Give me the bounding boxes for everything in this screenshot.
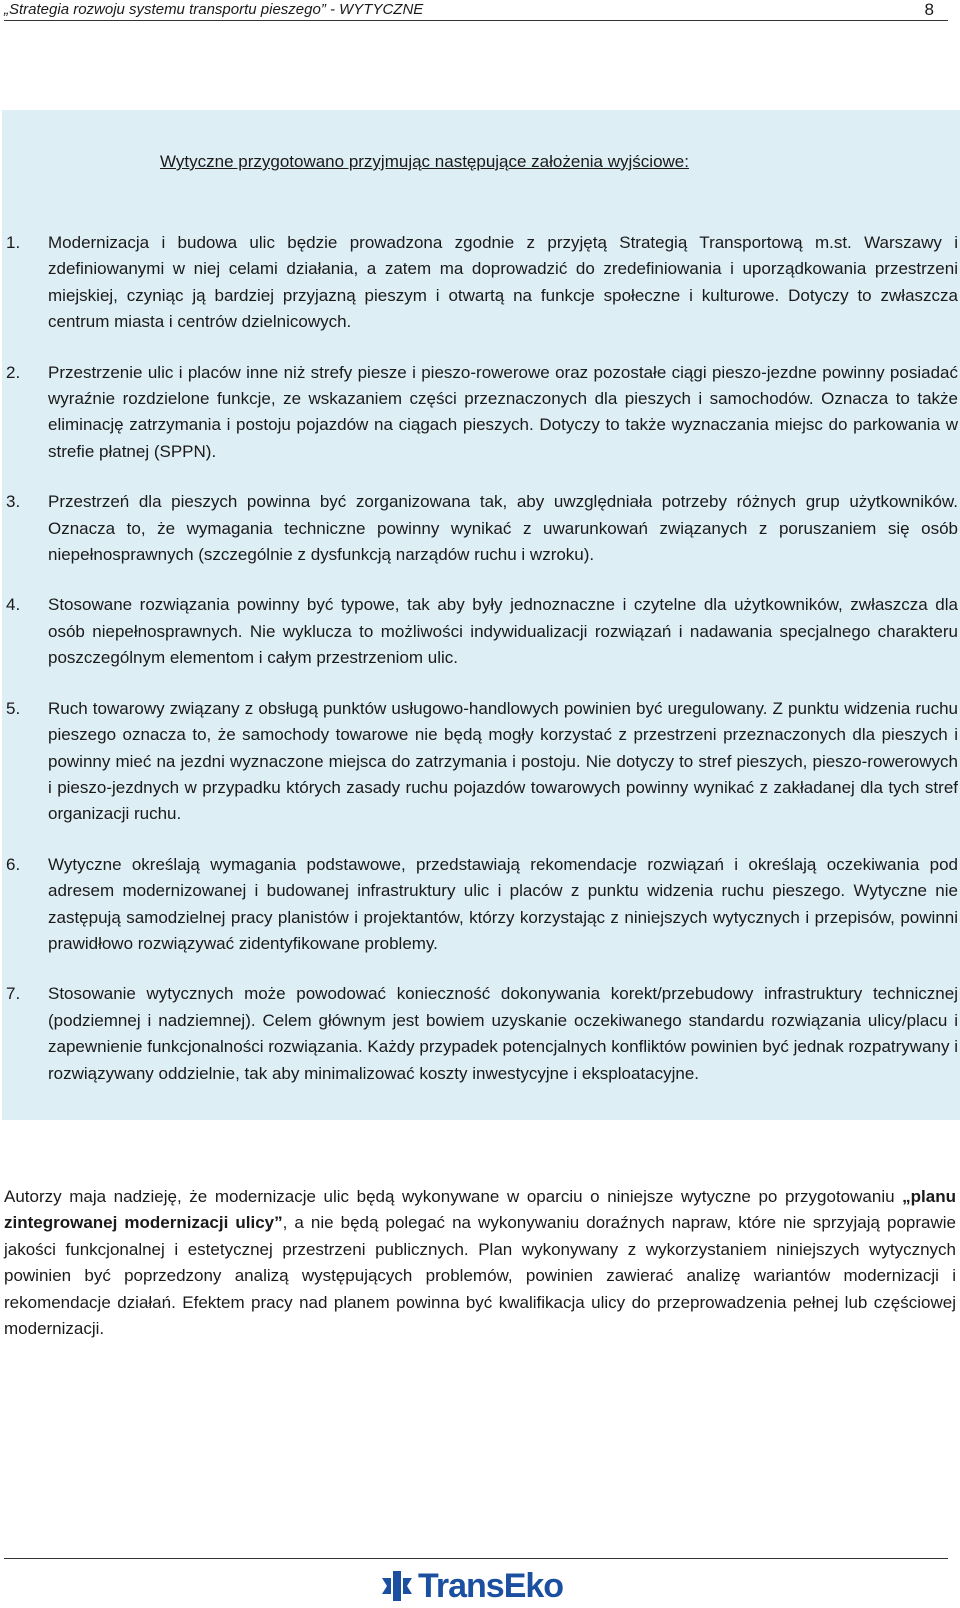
closing-text-before: Autorzy maja nadzieję, że modernizacje ulic będą wykonywane w oparciu o niniejsze wytyczne po przygotowaniu [4, 1187, 903, 1206]
item-text: Przestrzeń dla pieszych powinna być zorganizowana tak, aby uwzględniała potrzeby różnych grup użytkowników. Oznacza to, że wymagania techniczne powinny wynikać z uwarunkowań związanych z poruszaniem się osób niepełnosprawnych (szczególnie z dysfunkcją narządów ruchu i wzroku). [48, 492, 958, 565]
list-item [0, 696, 960, 828]
footer-divider [4, 1558, 948, 1559]
closing-text-after: , a nie będą polegać na wykonywaniu doraźnych napraw, które nie sprzyjają poprawie jakości funkcjonalnej i estetycznej przestrzeni publicznych. Plan wykonywany z wykorzystaniem niniejszych wytycznych powinien być poprzedzony analizą występujących problemów, powinien zawierać analizę wariantów modernizacji i rekomendacje działań. Efektem pracy nad planem powinna być kwalifikacja ulicy do przeprowadzenia pełnej lub częściowej modernizacji. [4, 1213, 956, 1339]
transeko-logo-icon [380, 1569, 414, 1603]
item-text: Wytyczne określają wymagania podstawowe, przedstawiają rekomendacje rozwiązań i określają oczekiwania pod adresem modernizowanej i budowanej infrastruktury ulic i placów z punktu widzenia ruchu pieszego. Wytyczne nie zastępują samodzielnej pracy planistów i projektantów, którzy korzystając z niniejszych wytycznych i przepisów, powinni prawidłowo rozwiązywać zidentyfikowane problemy. [48, 854, 958, 953]
item-number: 2. [6, 362, 21, 382]
item-text: Stosowane rozwiązania powinny być typowe, tak aby były jednoznaczne i czytelne dla użytkowników, zwłaszcza dla osób niepełnosprawnych. Nie wyklucza to możliwości indywidualizacji rozwiązań i nadawania specjalnego charakteru poszczególnym elementom i całym przestrzeniom ulic. [48, 595, 958, 668]
transeko-logo [380, 1566, 563, 1606]
assumptions-list [0, 230, 960, 1111]
closing-paragraph [4, 1184, 956, 1342]
list-item [0, 852, 960, 958]
item-text: Stosowanie wytycznych może powodować konieczność dokonywania korekt/przebudowy infrastruktury technicznej (podziemnej i nadziemnej). Celem głównym jest bowiem uzyskanie oczekiwanego standardu rozwiązania ulicy/placu i zapewnienie funkcjonalności rozwiązania. Każdy przypadek potencjalnych konfliktów powinien być jednak rozpatrywany i rozwiązywany oddzielnie, tak aby minimalizować koszty inwestycyjne i eksploatacyjne. [48, 984, 958, 1083]
logo-wordmark: TransEko [418, 1567, 564, 1605]
item-text: Modernizacja i budowa ulic będzie prowadzona zgodnie z przyjętą Strategią Transportową m.st. Warszawy i zdefiniowanymi w niej celami działania, a zatem ma doprowadzić do zredefiniowania i uporządkowania przestrzeni miejskiej, czyniąc ją bardziej przyjazną pieszym i otwartą na funkcje społeczne i kulturowe. Dotyczy to zwłaszcza centrum miasta i centrów dzielnicowych. [48, 233, 958, 332]
list-item [0, 489, 960, 568]
closing-emphasis: „planu zintegrowanej modernizacji ulicy” [4, 1187, 956, 1233]
item-number: 5. [6, 698, 21, 718]
item-number: 1. [6, 233, 21, 252]
list-item [0, 592, 960, 671]
document-title: „Strategia rozwoju systemu transportu pieszego” - WYTYCZNE [4, 1, 424, 18]
assumptions-heading: Wytyczne przygotowano przyjmując następujące założenia wyjściowe: [160, 152, 689, 171]
item-number: 3. [6, 492, 21, 512]
item-text: Przestrzenie ulic i placów inne niż strefy piesze i pieszo-rowerowe oraz pozostałe ciągi pieszo-jezdne powinny posiadać wyraźnie rozdzielone funkcje, ze wskazaniem części przeznaczonych dla pieszych i samochodów. Oznacza to także eliminację zatrzymania i postoju pojazdów na ciągach pieszych. Dotyczy to także wyznaczania miejsc do parkowania w strefie płatnej (SPPN). [48, 362, 958, 461]
page-header [4, 0, 948, 21]
page-number: 8 [924, 0, 934, 19]
list-item [0, 981, 960, 1087]
item-number: 7. [6, 984, 21, 1004]
item-number: 6. [6, 854, 21, 874]
list-item [0, 230, 960, 336]
list-item [0, 360, 960, 466]
item-number: 4. [6, 595, 21, 615]
item-text: Ruch towarowy związany z obsługą punktów usługowo-handlowych powinien być uregulowany. Z punktu widzenia ruchu pieszego oznacza to, że samochody towarowe nie będą mogły korzystać z przestrzeni przeznaczonych dla pieszych i powinny mieć na jezdni wyznaczone miejsca do zatrzymania i postoju. Nie dotyczy to stref pieszych, pieszo-rowerowych i pieszo-jezdnych w przypadku których zasady ruchu pojazdów towarowych powinny wynikać z zakładanej dla tych stref organizacji ruchu. [48, 698, 958, 824]
